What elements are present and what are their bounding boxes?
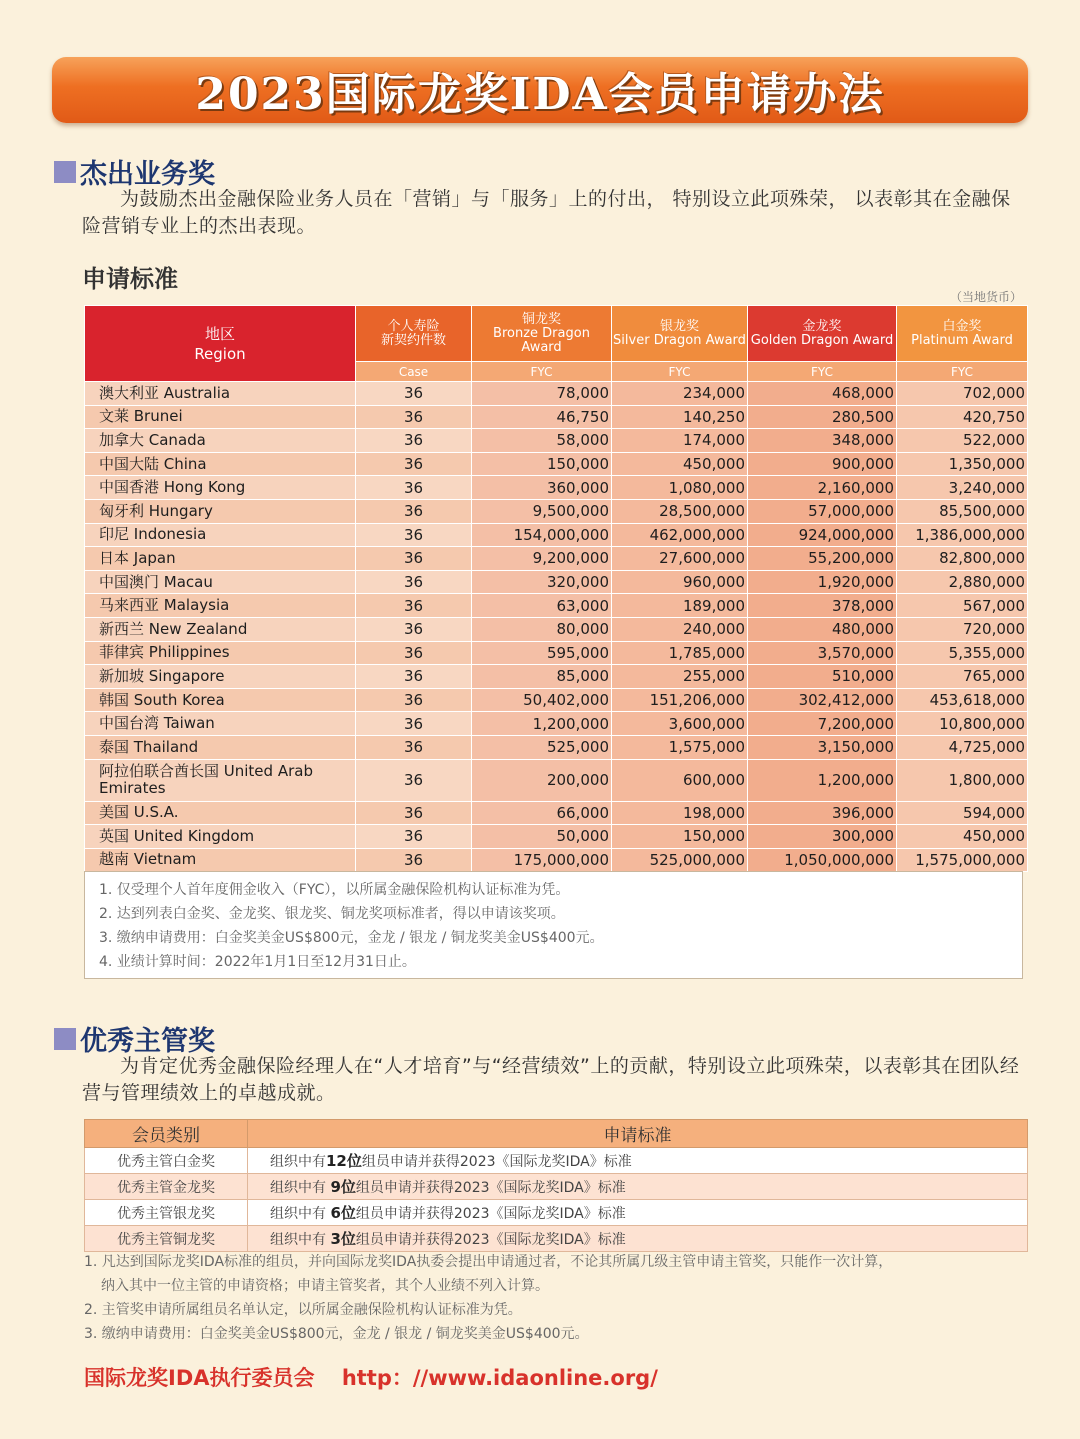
header-silver <box>612 306 748 362</box>
silver-fyc-cell: 450,000 <box>612 452 748 476</box>
member-category: 优秀主管铜龙奖 <box>85 1226 248 1252</box>
case-cell: 36 <box>356 641 472 665</box>
title-banner <box>52 57 1028 123</box>
manager-award-table <box>84 1119 1028 1252</box>
platinum-fyc-cell: 567,000 <box>897 594 1028 618</box>
platinum-fyc-cell: 1,575,000,000 <box>897 848 1028 872</box>
platinum-fyc-cell: 765,000 <box>897 665 1028 689</box>
platinum-fyc-cell: 522,000 <box>897 429 1028 453</box>
platinum-fyc-cell: 420,750 <box>897 405 1028 429</box>
unit-fyc-gold: FYC <box>748 362 897 382</box>
table-row <box>85 848 1028 872</box>
case-cell: 36 <box>356 617 472 641</box>
award-rows <box>85 382 1028 872</box>
criteria-title: 申请标准 <box>82 265 178 293</box>
table-row <box>85 801 1028 825</box>
gold-fyc-cell: 57,000,000 <box>748 499 897 523</box>
unit-fyc-silver: FYC <box>612 362 748 382</box>
member-category: 优秀主管白金奖 <box>85 1148 248 1174</box>
gold-fyc-cell: 3,150,000 <box>748 735 897 759</box>
section-title-text: 杰出业务奖 <box>80 159 215 190</box>
case-cell: 36 <box>356 688 472 712</box>
bronze-fyc-cell: 360,000 <box>472 476 612 500</box>
requirement: 组织中有 9位组员申请并获得2023《国际龙奖IDA》标准 <box>248 1174 1028 1200</box>
note-item: 1. 仅受理个人首年度佣金收入（FYC），以所属金融保险机构认证标准为凭。 <box>99 882 570 898</box>
bronze-fyc-cell: 154,000,000 <box>472 523 612 547</box>
silver-fyc-cell: 1,785,000 <box>612 641 748 665</box>
platinum-fyc-cell: 4,725,000 <box>897 735 1028 759</box>
header-silver-en: Silver Dragon Award <box>613 332 746 348</box>
page-title: 2023国际龙奖IDA会员申请办法 <box>195 69 885 120</box>
region-cell: 匈牙利 Hungary <box>85 499 356 523</box>
region-cell: 新西兰 New Zealand <box>85 617 356 641</box>
header-platinum <box>897 306 1028 362</box>
platinum-fyc-cell: 85,500,000 <box>897 499 1028 523</box>
silver-fyc-cell: 600,000 <box>612 759 748 801</box>
note-item: 2. 主管奖申请所属组员名单认定，以所属金融保险机构认证标准为凭。 <box>84 1302 522 1318</box>
bronze-fyc-cell: 9,200,000 <box>472 547 612 571</box>
footer-website-link[interactable]: http：//www.idaonline.org/ <box>341 1366 658 1390</box>
gold-fyc-cell: 280,500 <box>748 405 897 429</box>
platinum-fyc-cell: 82,800,000 <box>897 547 1028 571</box>
table-row <box>85 523 1028 547</box>
bronze-fyc-cell: 50,000 <box>472 825 612 849</box>
table-row <box>85 1226 1028 1252</box>
table-row <box>85 429 1028 453</box>
header-case <box>356 306 472 362</box>
region-cell: 越南 Vietnam <box>85 848 356 872</box>
unit-fyc-bronze: FYC <box>472 362 612 382</box>
gold-fyc-cell: 7,200,000 <box>748 712 897 736</box>
case-cell: 36 <box>356 570 472 594</box>
case-cell: 36 <box>356 523 472 547</box>
table-row <box>85 382 1028 406</box>
table-row <box>85 547 1028 571</box>
table-row <box>85 570 1028 594</box>
region-cell: 英国 United Kingdom <box>85 825 356 849</box>
silver-fyc-cell: 462,000,000 <box>612 523 748 547</box>
footer <box>84 1362 658 1392</box>
platinum-fyc-cell: 594,000 <box>897 801 1028 825</box>
header-requirement: 申请标准 <box>248 1120 1028 1148</box>
bronze-fyc-cell: 46,750 <box>472 405 612 429</box>
header-bronze <box>472 306 612 362</box>
table-row <box>85 688 1028 712</box>
gold-fyc-cell: 924,000,000 <box>748 523 897 547</box>
platinum-fyc-cell: 10,800,000 <box>897 712 1028 736</box>
region-cell: 中国香港 Hong Kong <box>85 476 356 500</box>
gold-fyc-cell: 3,570,000 <box>748 641 897 665</box>
gold-fyc-cell: 396,000 <box>748 801 897 825</box>
silver-fyc-cell: 1,575,000 <box>612 735 748 759</box>
silver-fyc-cell: 151,206,000 <box>612 688 748 712</box>
header-gold <box>748 306 897 362</box>
header-gold-cn: 金龙奖 <box>802 318 842 334</box>
silver-fyc-cell: 240,000 <box>612 617 748 641</box>
header-platinum-cn: 白金奖 <box>942 318 982 334</box>
region-cell: 加拿大 Canada <box>85 429 356 453</box>
footer-organization: 国际龙奖IDA执行委员会 <box>84 1366 315 1390</box>
case-cell: 36 <box>356 547 472 571</box>
region-cell: 中国台湾 Taiwan <box>85 712 356 736</box>
region-cell: 韩国 South Korea <box>85 688 356 712</box>
case-cell: 36 <box>356 801 472 825</box>
silver-fyc-cell: 174,000 <box>612 429 748 453</box>
gold-fyc-cell: 1,200,000 <box>748 759 897 801</box>
region-cell: 马来西亚 Malaysia <box>85 594 356 618</box>
silver-fyc-cell: 255,000 <box>612 665 748 689</box>
table-row <box>85 735 1028 759</box>
header-bronze-en: Bronze Dragon Award <box>493 325 590 355</box>
platinum-fyc-cell: 450,000 <box>897 825 1028 849</box>
bronze-fyc-cell: 66,000 <box>472 801 612 825</box>
case-cell: 36 <box>356 452 472 476</box>
bronze-fyc-cell: 63,000 <box>472 594 612 618</box>
silver-fyc-cell: 3,600,000 <box>612 712 748 736</box>
table-row <box>85 594 1028 618</box>
silver-fyc-cell: 28,500,000 <box>612 499 748 523</box>
section-description: 为肯定优秀金融保险经理人在“人才培育”与“经营绩效”上的贡献，特别设立此项殊荣，以表彰其在团队经营与管理绩效上的卓越成就。 <box>82 1055 1020 1104</box>
section-description: 为鼓励杰出金融保险业务人员在「营销」与「服务」上的付出， 特别设立此项殊荣， 以表彰其在金融保险营销专业上的杰出表现。 <box>82 188 1011 237</box>
silver-fyc-cell: 150,000 <box>612 825 748 849</box>
region-cell: 印尼 Indonesia <box>85 523 356 547</box>
requirement: 组织中有 3位组员申请并获得2023《国际龙奖IDA》标准 <box>248 1226 1028 1252</box>
case-cell: 36 <box>356 382 472 406</box>
gold-fyc-cell: 300,000 <box>748 825 897 849</box>
platinum-fyc-cell: 702,000 <box>897 382 1028 406</box>
manager-notes <box>84 1250 1030 1346</box>
table-row <box>85 712 1028 736</box>
header-region-en: Region <box>194 344 246 363</box>
unit-case: Case <box>356 362 472 382</box>
platinum-fyc-cell: 1,386,000,000 <box>897 523 1028 547</box>
award-criteria-table <box>84 305 1028 872</box>
bronze-fyc-cell: 78,000 <box>472 382 612 406</box>
bronze-fyc-cell: 50,402,000 <box>472 688 612 712</box>
bronze-fyc-cell: 175,000,000 <box>472 848 612 872</box>
note-item-continued: 纳入其中一位主管的申请资格；申请主管奖者，其个人业绩不列入计算。 <box>101 1278 549 1294</box>
currency-note: （当地货币） <box>949 290 1022 304</box>
bronze-fyc-cell: 595,000 <box>472 641 612 665</box>
silver-fyc-cell: 234,000 <box>612 382 748 406</box>
bronze-fyc-cell: 85,000 <box>472 665 612 689</box>
gold-fyc-cell: 378,000 <box>748 594 897 618</box>
table-row <box>85 825 1028 849</box>
case-cell: 36 <box>356 825 472 849</box>
bronze-fyc-cell: 9,500,000 <box>472 499 612 523</box>
section-title-text: 优秀主管奖 <box>80 1026 215 1057</box>
header-silver-cn: 银龙奖 <box>659 318 699 334</box>
platinum-fyc-cell: 2,880,000 <box>897 570 1028 594</box>
gold-fyc-cell: 55,200,000 <box>748 547 897 571</box>
platinum-fyc-cell: 1,350,000 <box>897 452 1028 476</box>
note-item: 4. 业绩计算时间：2022年1月1日至12月31日止。 <box>99 954 416 970</box>
gold-fyc-cell: 2,160,000 <box>748 476 897 500</box>
table-row <box>85 499 1028 523</box>
requirement: 组织中有12位组员申请并获得2023《国际龙奖IDA》标准 <box>248 1148 1028 1174</box>
case-cell: 36 <box>356 665 472 689</box>
header-case-cn1: 个人寿险 <box>387 318 440 334</box>
case-cell: 36 <box>356 405 472 429</box>
header-platinum-en: Platinum Award <box>911 332 1013 348</box>
gold-fyc-cell: 1,050,000,000 <box>748 848 897 872</box>
region-cell: 泰国 Thailand <box>85 735 356 759</box>
note-item: 3. 缴纳申请费用：白金奖美金US$800元，金龙 / 银龙 / 铜龙奖美金US$400元。 <box>99 930 604 946</box>
bronze-fyc-cell: 200,000 <box>472 759 612 801</box>
header-case-cn2: 新契约件数 <box>380 332 446 348</box>
table-row <box>85 665 1028 689</box>
platinum-fyc-cell: 720,000 <box>897 617 1028 641</box>
award-notes <box>84 871 1023 979</box>
table-row <box>85 759 1028 801</box>
bronze-fyc-cell: 320,000 <box>472 570 612 594</box>
table-row <box>85 405 1028 429</box>
region-cell: 中国澳门 Macau <box>85 570 356 594</box>
case-cell: 36 <box>356 429 472 453</box>
region-cell: 日本 Japan <box>85 547 356 571</box>
case-cell: 36 <box>356 712 472 736</box>
note-item: 2. 达到列表白金奖、金龙奖、银龙奖、铜龙奖项标准者，得以申请该奖项。 <box>99 906 565 922</box>
case-cell: 36 <box>356 499 472 523</box>
platinum-fyc-cell: 1,800,000 <box>897 759 1028 801</box>
silver-fyc-cell: 525,000,000 <box>612 848 748 872</box>
note-item: 3. 缴纳申请费用：白金奖美金US$800元，金龙 / 银龙 / 铜龙奖美金US$400元。 <box>84 1326 589 1342</box>
gold-fyc-cell: 302,412,000 <box>748 688 897 712</box>
silver-fyc-cell: 140,250 <box>612 405 748 429</box>
header-member-category: 会员类别 <box>85 1120 248 1148</box>
gold-fyc-cell: 510,000 <box>748 665 897 689</box>
gold-fyc-cell: 1,920,000 <box>748 570 897 594</box>
table-row <box>85 1174 1028 1200</box>
table-row <box>85 1200 1028 1226</box>
silver-fyc-cell: 27,600,000 <box>612 547 748 571</box>
silver-fyc-cell: 960,000 <box>612 570 748 594</box>
header-region <box>85 306 356 382</box>
table-row <box>85 452 1028 476</box>
case-cell: 36 <box>356 594 472 618</box>
table-row <box>85 617 1028 641</box>
silver-fyc-cell: 189,000 <box>612 594 748 618</box>
unit-fyc-platinum: FYC <box>897 362 1028 382</box>
silver-fyc-cell: 198,000 <box>612 801 748 825</box>
platinum-fyc-cell: 3,240,000 <box>897 476 1028 500</box>
platinum-fyc-cell: 5,355,000 <box>897 641 1028 665</box>
gold-fyc-cell: 348,000 <box>748 429 897 453</box>
region-cell: 美国 U.S.A. <box>85 801 356 825</box>
note-item: 1. 凡达到国际龙奖IDA标准的组员，并向国际龙奖IDA执委会提出申请通过者，不论其所属几级主管申请主管奖，只能作一次计算， <box>84 1254 893 1270</box>
region-cell: 菲律宾 Philippines <box>85 641 356 665</box>
table-row <box>85 476 1028 500</box>
case-cell: 36 <box>356 759 472 801</box>
table-row <box>85 641 1028 665</box>
gold-fyc-cell: 468,000 <box>748 382 897 406</box>
bronze-fyc-cell: 80,000 <box>472 617 612 641</box>
region-cell: 澳大利亚 Australia <box>85 382 356 406</box>
member-category: 优秀主管银龙奖 <box>85 1200 248 1226</box>
square-bullet-icon <box>54 161 76 183</box>
member-category: 优秀主管金龙奖 <box>85 1174 248 1200</box>
bronze-fyc-cell: 1,200,000 <box>472 712 612 736</box>
gold-fyc-cell: 900,000 <box>748 452 897 476</box>
requirement: 组织中有 6位组员申请并获得2023《国际龙奖IDA》标准 <box>248 1200 1028 1226</box>
case-cell: 36 <box>356 848 472 872</box>
case-cell: 36 <box>356 476 472 500</box>
bronze-fyc-cell: 150,000 <box>472 452 612 476</box>
case-cell: 36 <box>356 735 472 759</box>
header-bronze-cn: 铜龙奖 <box>521 311 561 327</box>
region-cell: 阿拉伯联合酋长国 United Arab Emirates <box>85 759 356 801</box>
square-bullet-icon <box>54 1028 76 1050</box>
bronze-fyc-cell: 58,000 <box>472 429 612 453</box>
header-gold-en: Golden Dragon Award <box>750 332 894 348</box>
gold-fyc-cell: 480,000 <box>748 617 897 641</box>
bronze-fyc-cell: 525,000 <box>472 735 612 759</box>
header-region-cn: 地区 <box>204 324 235 343</box>
silver-fyc-cell: 1,080,000 <box>612 476 748 500</box>
platinum-fyc-cell: 453,618,000 <box>897 688 1028 712</box>
region-cell: 中国大陆 China <box>85 452 356 476</box>
region-cell: 新加坡 Singapore <box>85 665 356 689</box>
region-cell: 文莱 Brunei <box>85 405 356 429</box>
table-row <box>85 1148 1028 1174</box>
